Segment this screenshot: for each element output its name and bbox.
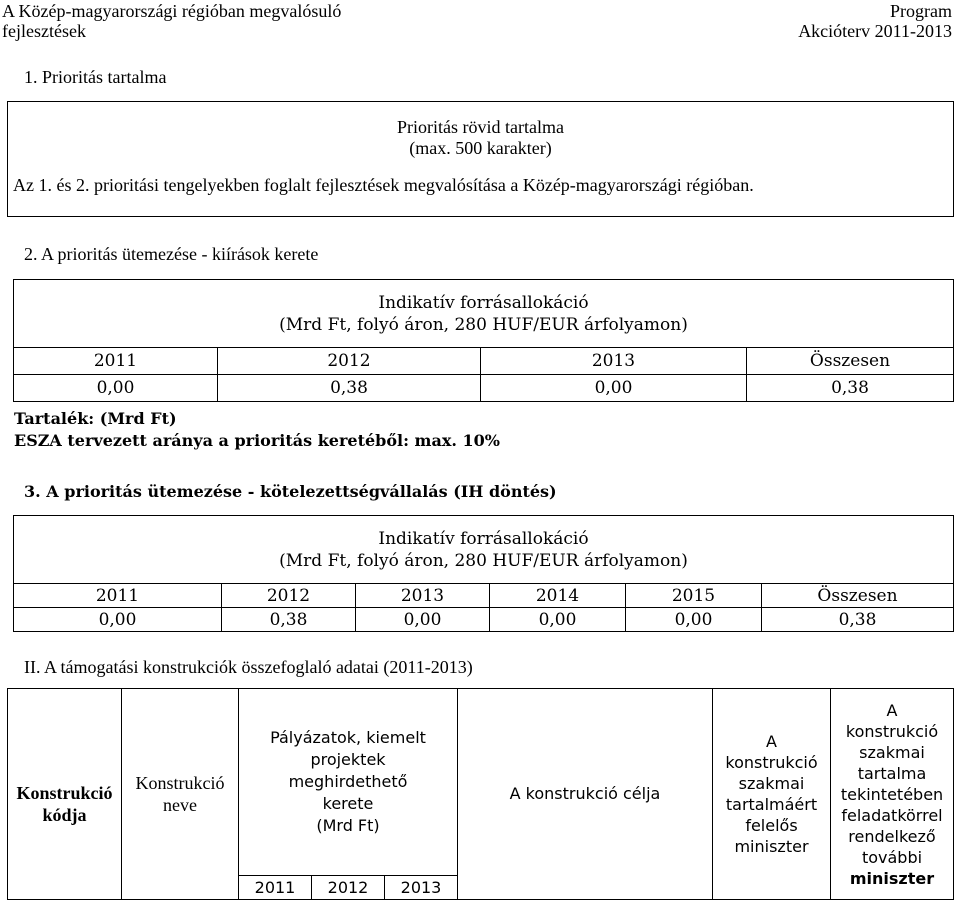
year-cell: 2013 <box>481 348 747 375</box>
year-cell: 2011 <box>14 584 222 608</box>
col-other-minister-line: konstrukció <box>845 721 939 741</box>
col-other-minister-line: tartalma <box>857 763 927 783</box>
year-cell: 2011 <box>14 348 218 375</box>
section1-title: 1. Prioritás tartalma <box>24 67 167 87</box>
col-minister-line: szakmai <box>738 774 805 793</box>
allocation-head-line2: (Mrd Ft, folyó áron, 280 HUF/EUR árfolyamon) <box>279 550 688 571</box>
col-minister-line: miniszter <box>734 837 809 856</box>
constructions-table <box>7 688 954 900</box>
col-other-minister-header <box>831 689 954 900</box>
total-value-cell: 0,38 <box>762 608 954 632</box>
col-other-minister-line: feladatkörrel <box>841 805 943 825</box>
col-code-line: kódja <box>42 805 87 825</box>
total-header-cell: Összesen <box>747 348 954 375</box>
year-cell: 2012 <box>222 584 356 608</box>
col-name-header <box>122 689 239 900</box>
value-cell: 0,00 <box>626 608 762 632</box>
reserve-label: Tartalék: (Mrd Ft) <box>14 409 177 428</box>
col-code-header <box>8 689 122 900</box>
allocation-table-1 <box>13 279 954 402</box>
col-other-minister-line: A <box>886 700 898 720</box>
col-minister-line: tartalmáért <box>725 795 818 814</box>
allocation-head-line1: Indikatív forrásallokáció <box>378 292 589 313</box>
col-name-line: neve <box>163 795 197 815</box>
allocation-head-1 <box>14 280 954 348</box>
allocation-head-line2: (Mrd Ft, folyó áron, 280 HUF/EUR árfolyamon) <box>279 314 688 335</box>
allocation-table-2 <box>13 515 954 632</box>
col-other-minister-line: miniszter <box>849 868 935 888</box>
col-name-line: Konstrukció <box>135 773 225 793</box>
total-value-cell: 0,38 <box>747 375 954 402</box>
summary-box-limit: (max. 500 karakter) <box>409 138 552 158</box>
summary-text: Az 1. és 2. prioritási tengelyekben foglalt fejlesztések megvalósítása a Közép-magyarországi régióban. <box>13 175 754 195</box>
value-cell: 0,00 <box>481 375 747 402</box>
col-minister-line: felelős <box>745 816 798 835</box>
header-program: Program <box>890 1 952 21</box>
value-cell: 0,00 <box>14 375 218 402</box>
col-other-minister-line: rendelkező <box>848 826 936 846</box>
col-minister-line: A <box>766 732 777 751</box>
col-calls-line: Pályázatok, kiemelt <box>270 728 426 747</box>
year-cell: 2013 <box>356 584 490 608</box>
col-other-minister-line: szakmai <box>859 742 925 762</box>
sectionII-title: II. A támogatási konstrukciók összefoglaló adatai (2011-2013) <box>24 657 473 677</box>
col-calls-line: (Mrd Ft) <box>316 816 380 835</box>
col-other-minister-line: tekintetében <box>840 784 944 804</box>
col-calls-line: projektek <box>310 750 386 769</box>
calls-year-cell: 2012 <box>312 876 385 900</box>
calls-year-cell: 2011 <box>239 876 312 900</box>
value-cell: 0,38 <box>222 608 356 632</box>
col-goal-header: A konstrukció célja <box>458 689 713 900</box>
value-cell: 0,00 <box>490 608 626 632</box>
priority-summary-box <box>7 101 954 217</box>
col-code-line: Konstrukció <box>16 783 113 803</box>
header-title-line2: fejlesztések <box>2 21 86 41</box>
col-minister-line: konstrukció <box>725 753 818 772</box>
summary-box-title: Prioritás rövid tartalma <box>397 117 564 137</box>
col-calls-line: meghirdethető <box>288 772 408 791</box>
esza-ratio: ESZA tervezett aránya a prioritás keretéből: max. 10% <box>14 431 500 450</box>
col-minister-header <box>713 689 831 900</box>
value-cell: 0,00 <box>356 608 490 632</box>
value-cell: 0,38 <box>218 375 481 402</box>
col-calls-line: kerete <box>322 794 374 813</box>
section3-title: 3. A prioritás ütemezése - kötelezettségvállalás (IH döntés) <box>24 482 557 501</box>
allocation-head-2 <box>14 516 954 584</box>
col-other-minister-line: további <box>861 847 923 867</box>
year-cell: 2015 <box>626 584 762 608</box>
year-cell: 2012 <box>218 348 481 375</box>
total-header-cell: Összesen <box>762 584 954 608</box>
year-cell: 2014 <box>490 584 626 608</box>
header-action-plan: Akcióterv 2011-2013 <box>798 21 952 41</box>
allocation-head-line1: Indikatív forrásallokáció <box>378 528 589 549</box>
col-calls-header <box>239 689 458 876</box>
calls-year-cell: 2013 <box>385 876 458 900</box>
header-title-line1: A Közép-magyarországi régióban megvalósuló <box>2 1 342 21</box>
value-cell: 0,00 <box>14 608 222 632</box>
section2-title: 2. A prioritás ütemezése - kiírások kerete <box>24 244 319 264</box>
